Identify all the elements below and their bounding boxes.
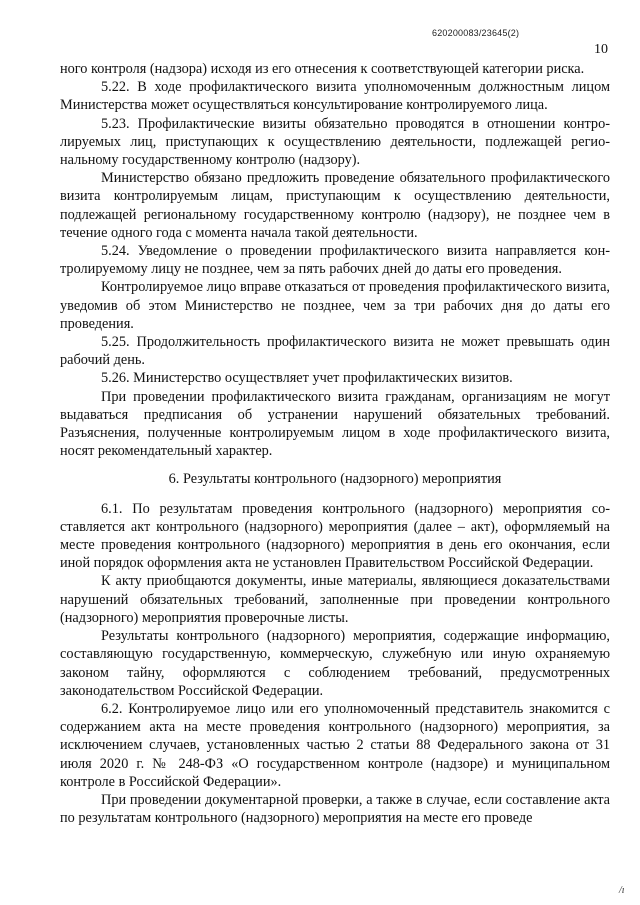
paragraph-documentary-check: При проведении документарной проверки, а также в случае, если составление акта по результатам контрольного (надзорного) мероприятия на месте его проведе — [60, 791, 610, 827]
paragraph-no-orders: При проведении профилактического визита гражданам, организациям не могут выдаваться предписания об устранении нарушений обязательных требований. Разъяснения, полученные контролируемым лицом в ходе профилактического визита, носят рекомендательный характер. — [60, 388, 610, 460]
paragraph-5-26: 5.26. Министерство осуществляет учет профилактических визитов. — [101, 370, 513, 387]
handwritten-mark: /ı — [619, 885, 625, 896]
paragraph-5-25: 5.25. Продолжительность профилактического визита не может превышать один рабочий день. — [60, 334, 610, 369]
paragraph-5-23: 5.23. Профилактические визиты обязательно проводятся в отношении контролируемых лиц, приступающих к осуществлению деятельности, подлежащей региональному государственному контролю (надзору). — [60, 115, 610, 169]
paragraph-6-2: 6.2. Контролируемое лицо или его уполномоченный представитель знакомится с содержанием акта на месте проведения контрольного (надзорного) мероприятия, за исключением случаев, установленных частью 2 статьи 88 Федерального закона от 31 июля 2020 г. № 248-ФЗ «О государственном контроле (надзоре) и муниципальном контроле в Российской Федерации». — [60, 700, 610, 790]
document-body — [60, 60, 610, 827]
paragraph-6-1: 6.1. По результатам проведения контрольного (надзорного) мероприятия составляется акт контрольного (надзорного) мероприятия (далее – акт), оформляемый на месте проведения контрольного (надзорного) мероприятия в день его окончания, если иной порядок оформления акта не установлен Правительством Российской Федерации. — [60, 500, 610, 572]
section-heading: 6. Результаты контрольного (надзорного) мероприятия — [168, 471, 502, 488]
paragraph-5-24: 5.24. Уведомление о проведении профилактического визита направляется контролируемому лицу не позднее, чем за пять рабочих дней до даты его проведения. — [60, 243, 610, 278]
paragraph-secrecy: Результаты контрольного (надзорного) мероприятия, содержащие информацию, составляющую государственную, коммерческую, служебную или иную охраняемую законом тайну, оформляются с соблюдением требований, предусмотренных законодательством Российской Федерации. — [60, 628, 610, 699]
paragraph-obligation: Министерство обязано предложить проведение обязательного профилактического визита контролируемым лицам, приступающим к осуществлению деятельности, подлежащей региональному государственному контролю (надзору), не позднее чем в течение одного года с момента начала такой деятельности. — [60, 170, 610, 241]
paragraph-continuation: ного контроля (надзора) исходя из его отнесения к соответствующей категории риска. — [60, 61, 585, 77]
paragraph-5-22: 5.22. В ходе профилактического визита уполномоченным должностным лицом Министерства может осуществляться консультирование контролируемого лица. — [60, 79, 610, 114]
paragraph-refusal: Контролируемое лицо вправе отказаться от проведения профилактического визита, уведомив об этом Министерство не позднее, чем за три рабочих дня до даты его проведения. — [60, 279, 610, 332]
paragraph-attachments: К акту приобщаются документы, иные материалы, являющиеся доказательствами нарушений обязательных требований, заполненные при проведении контрольного (надзорного) мероприятия проверочные листы. — [60, 573, 610, 626]
page-number: 10 — [594, 42, 608, 57]
document-id: 620200083/23645(2) — [432, 28, 520, 38]
